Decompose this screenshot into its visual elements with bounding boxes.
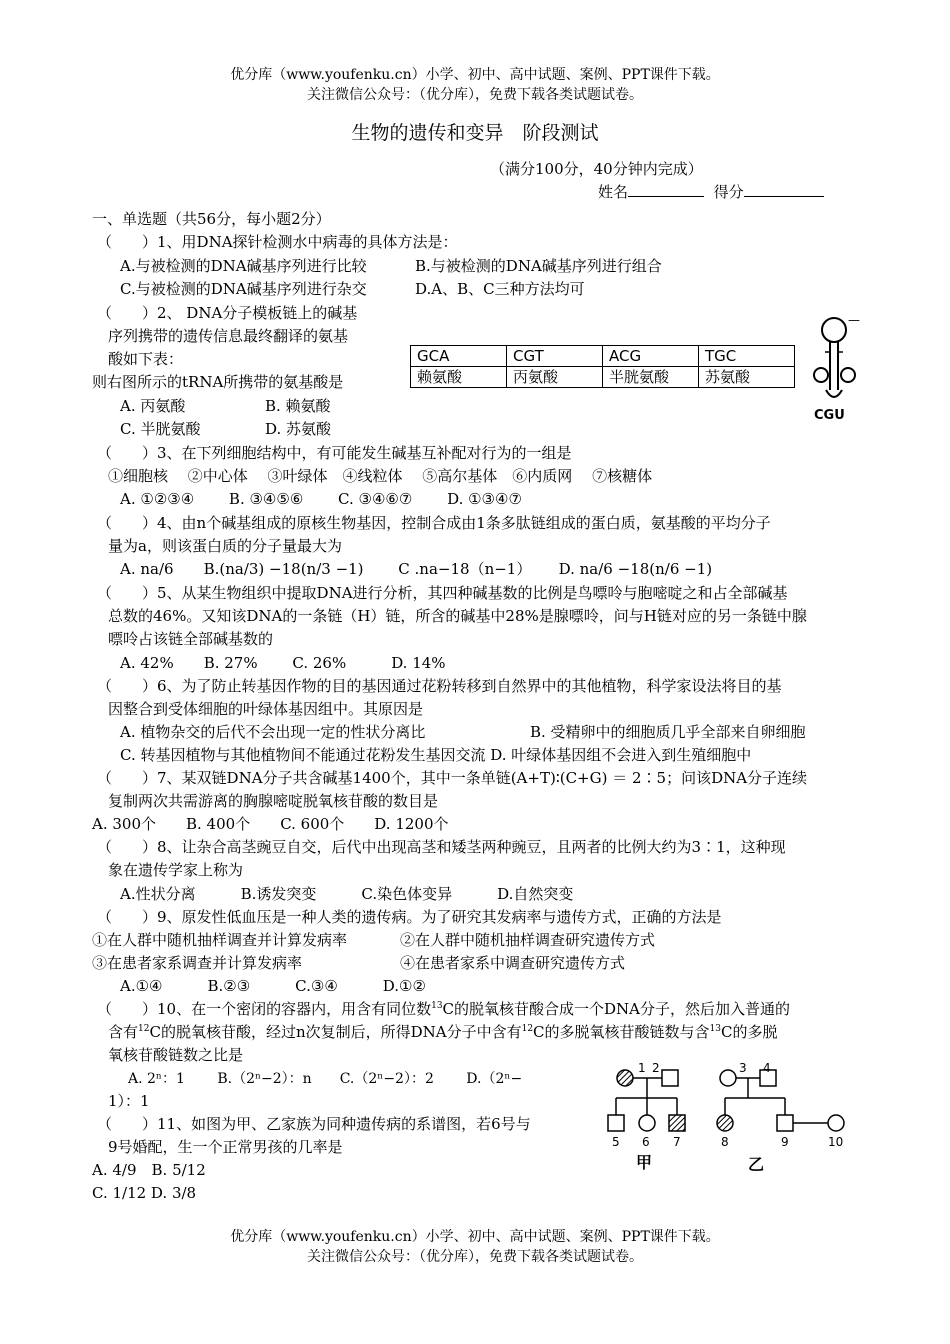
pedigree-label: 3 bbox=[739, 1061, 747, 1075]
q9-item-2: ②在人群中随机抽样调查研究遗传方式 bbox=[400, 931, 656, 949]
header-line-2: 关注微信公众号：（优分库），免费下载各类试题试卷。 bbox=[307, 87, 643, 103]
q2-line-2: 序列携带的遗传信息最终翻译的氨基 bbox=[108, 327, 349, 345]
trna-diagram bbox=[808, 312, 868, 424]
pedigree-diagram bbox=[600, 1060, 860, 1175]
pedigree-male-5 bbox=[608, 1115, 624, 1131]
q2-option-d: D. 苏氨酸 bbox=[265, 420, 332, 438]
amino-acid-cell: 半胱氨酸 bbox=[603, 367, 699, 388]
q8-line-2: 象在遗传学家上称为 bbox=[108, 861, 244, 879]
q1-option-d: D.A、B、C三种方法均可 bbox=[415, 280, 585, 298]
q9-options: A.①④ B.②③ C.③④ D.①② bbox=[120, 977, 426, 995]
q11-line-1: （ ）11、如图为甲、乙家族为同种遗传病的系谱图，若6号与 bbox=[97, 1115, 531, 1133]
page-title: 生物的遗传和变异 阶段测试 bbox=[351, 122, 599, 144]
q2-line-4: 则右图所示的tRNA所携带的氨基酸是 bbox=[92, 373, 344, 391]
q6-line-2: 因整合到受体细胞的叶绿体基因组中。其原因是 bbox=[108, 700, 424, 718]
q8-options: A.性状分离 B.诱发突变 C.染色体变异 D.自然突变 bbox=[120, 885, 574, 903]
q7-options: A. 300个 B. 400个 C. 600个 D. 1200个 bbox=[92, 815, 449, 833]
pedigree-label: 8 bbox=[721, 1135, 729, 1149]
q8-line-1: （ ）8、让杂合高茎豌豆自交，后代中出现高茎和矮茎两种豌豆，且两者的比例大约为3∶1，这种现 bbox=[97, 838, 786, 856]
q10-text: （ ）10、在一个密闭的容器内，用含有同位数 bbox=[97, 1000, 432, 1018]
codon-cell: ACG bbox=[603, 346, 699, 367]
q2-option-c: C. 半胱氨酸 bbox=[120, 420, 201, 438]
q6-line-1: （ ）6、为了防止转基因作物的目的基因通过花粉转移到自然界中的其他植物，科学家设法将目的基 bbox=[97, 677, 782, 695]
pedigree-label: 1 bbox=[638, 1061, 646, 1075]
q5-line-1: （ ）5、从某生物组织中提取DNA进行分析，其四种碱基数的比例是鸟嘌呤与胞嘧啶之和占全部碱基 bbox=[97, 584, 788, 602]
amino-acid-row bbox=[411, 367, 795, 388]
pedigree-label: 9 bbox=[781, 1135, 789, 1149]
q7-line-1: （ ）7、某双链DNA分子共含碱基1400个，其中一条单链(A+T)∶(C+G) ＝ 2∶5；问该DNA分子连续 bbox=[97, 769, 808, 787]
name-field[interactable] bbox=[628, 180, 704, 197]
trna-anticodon: CGU bbox=[814, 408, 845, 423]
pedigree-label: 5 bbox=[612, 1135, 620, 1149]
pedigree-female-3 bbox=[720, 1070, 736, 1086]
pedigree-label: 10 bbox=[828, 1135, 844, 1149]
trna-anticodon-loop bbox=[826, 390, 842, 397]
pedigree-affected-female-8 bbox=[717, 1115, 733, 1131]
q5-options: A. 42% B. 27% C. 26% D. 14% bbox=[120, 654, 446, 672]
q1-option-c: C.与被检测的DNA碱基序列进行杂交 bbox=[120, 280, 367, 298]
q10-line-2 bbox=[108, 1021, 777, 1043]
amino-acid-cell: 赖氨酸 bbox=[411, 367, 507, 388]
amino-acid-cell: 苏氨酸 bbox=[699, 367, 795, 388]
q10-superscript: 13 bbox=[709, 1024, 721, 1034]
q10-superscript: 12 bbox=[138, 1024, 150, 1034]
score-field[interactable] bbox=[744, 180, 824, 197]
pedigree-label: 7 bbox=[673, 1135, 681, 1149]
q5-line-2: 总数的46%。又知该DNA的一条链（H）链，所含的碱基中28%是腺嘌呤，问与H链对应的另一条链中腺 bbox=[108, 607, 807, 625]
q10-options-cont: 1）：1 bbox=[108, 1092, 150, 1110]
amino-acid-cell: 丙氨酸 bbox=[507, 367, 603, 388]
q10-text: 含有 bbox=[108, 1023, 139, 1041]
pedigree-male-9 bbox=[777, 1115, 793, 1131]
q9-item-3: ③在患者家系调查并计算发病率 bbox=[92, 954, 303, 972]
q4-line-2: 量为a，则该蛋白质的分子量最大为 bbox=[108, 537, 342, 555]
q1-option-b: B.与被检测的DNA碱基序列进行组合 bbox=[415, 257, 662, 275]
q10-text: C的多脱 bbox=[720, 1023, 778, 1041]
q7-line-2: 复制两次共需游离的胸腺嘧啶脱氧核苷酸的数目是 bbox=[108, 792, 439, 810]
pedigree-female-6 bbox=[639, 1115, 655, 1131]
pedigree-label: 4 bbox=[763, 1061, 771, 1075]
q2-line-1: （ ）2、 DNA分子模板链上的碱基 bbox=[97, 304, 358, 322]
codon-row bbox=[411, 346, 795, 367]
q6-option-cd: C. 转基因植物与其他植物间不能通过花粉发生基因交流 D. 叶绿体基因组不会进入到生殖细胞中 bbox=[120, 746, 752, 764]
codon-cell: GCA bbox=[411, 346, 507, 367]
name-label: 姓名 bbox=[598, 183, 629, 201]
score-label: 得分 bbox=[713, 183, 744, 201]
trna-right-loop bbox=[841, 368, 855, 382]
q1-option-a: A.与被检测的DNA碱基序列进行比较 bbox=[120, 257, 367, 275]
q1-stem: （ ）1、用DNA探针检测水中病毒的具体方法是： bbox=[97, 233, 458, 251]
footer-line-1: 优分库（www.youfenku.cn）小学、初中、高中试题、案例、PPT课件下载。 bbox=[230, 1229, 720, 1245]
pedigree-label: 6 bbox=[642, 1135, 650, 1149]
q5-line-3: 嘌呤占该链全部碱基数的 bbox=[108, 630, 274, 648]
q6-option-a: A. 植物杂交的后代不会出现一定的性状分离比 bbox=[120, 723, 426, 741]
pedigree-affected-female-1 bbox=[617, 1070, 633, 1086]
q11-options-2: C. 1/12 D. 3/8 bbox=[92, 1184, 197, 1202]
q10-text: C的脱氧核苷酸，经过n次复制后，所得DNA分子中含有 bbox=[149, 1023, 522, 1041]
q10-superscript: 12 bbox=[521, 1024, 534, 1034]
q4-line-1: （ ）4、由n个碱基组成的原核生物基因，控制合成由1条多肽链组成的蛋白质，氨基酸的平均分子 bbox=[97, 514, 771, 532]
q3-options: A. ①②③④ B. ③④⑤⑥ C. ③④⑥⑦ D. ①③④⑦ bbox=[120, 490, 522, 508]
header-line-1: 优分库（www.youfenku.cn）小学、初中、高中试题、案例、PPT课件下载。 bbox=[230, 67, 720, 83]
q2-option-a: A. 丙氨酸 bbox=[120, 397, 186, 415]
codon-cell: TGC bbox=[699, 346, 795, 367]
q10-text: C的脱氧核苷酸合成一个DNA分子，然后加入普通的 bbox=[442, 1000, 791, 1018]
q10-line-1 bbox=[97, 998, 790, 1020]
name-score-line bbox=[598, 180, 824, 203]
codon-table bbox=[410, 345, 795, 388]
q2-line-3: 酸如下表： bbox=[108, 350, 184, 368]
q11-options-1: A. 4/9 B. 5/12 bbox=[92, 1161, 206, 1179]
subtitle: （满分100分，40分钟内完成） bbox=[490, 160, 703, 178]
pedigree-label: 2 bbox=[652, 1061, 660, 1075]
trna-end-mark: — bbox=[848, 313, 860, 327]
q11-line-2: 9号婚配，生一个正常男孩的几率是 bbox=[108, 1138, 343, 1156]
q6-option-b: B. 受精卵中的细胞质几乎全部来自卵细胞 bbox=[530, 723, 806, 741]
q9-stem: （ ）9、原发性低血压是一种人类的遗传病。为了研究其发病率与遗传方式，正确的方法是 bbox=[97, 908, 722, 926]
footer-line-2: 关注微信公众号：（优分库），免费下载各类试题试卷。 bbox=[307, 1249, 643, 1265]
pedigree-affected-male-7 bbox=[669, 1115, 685, 1131]
q9-item-1: ①在人群中随机抽样调查并计算发病率 bbox=[92, 931, 348, 949]
q3-items: ①细胞核 ②中心体 ③叶绿体 ④线粒体 ⑤高尔基体 ⑥内质网 ⑦核糖体 bbox=[108, 467, 653, 485]
section-1-heading: 一、单选题（共56分，每小题2分） bbox=[92, 210, 331, 228]
q4-options: A. na/6 B.(na/3) −18(n/3 −1) C .na−18（n−1） D. na/6 −18(n/6 −1) bbox=[120, 560, 713, 578]
pedigree-female-10 bbox=[828, 1115, 844, 1131]
trna-left-loop bbox=[814, 368, 828, 382]
q3-stem: （ ）3、在下列细胞结构中，有可能发生碱基互补配对行为的一组是 bbox=[97, 444, 572, 462]
family-b-label: 乙 bbox=[748, 1155, 765, 1174]
q10-line-3: 氧核苷酸链数之比是 bbox=[108, 1046, 244, 1064]
q10-options: A. 2ⁿ：1 B.（2ⁿ−2）：n C.（2ⁿ−2）：2 D.（2ⁿ− bbox=[128, 1071, 523, 1087]
family-a-label: 甲 bbox=[636, 1153, 653, 1172]
q9-item-4: ④在患者家系中调查研究遗传方式 bbox=[400, 954, 626, 972]
q2-option-b: B. 赖氨酸 bbox=[265, 397, 331, 415]
q10-text: C的多脱氧核苷酸链数与含 bbox=[533, 1023, 710, 1041]
q10-superscript: 13 bbox=[431, 1001, 443, 1011]
codon-cell: CGT bbox=[507, 346, 603, 367]
pedigree-male-2 bbox=[662, 1070, 678, 1086]
trna-top-loop bbox=[822, 318, 846, 342]
